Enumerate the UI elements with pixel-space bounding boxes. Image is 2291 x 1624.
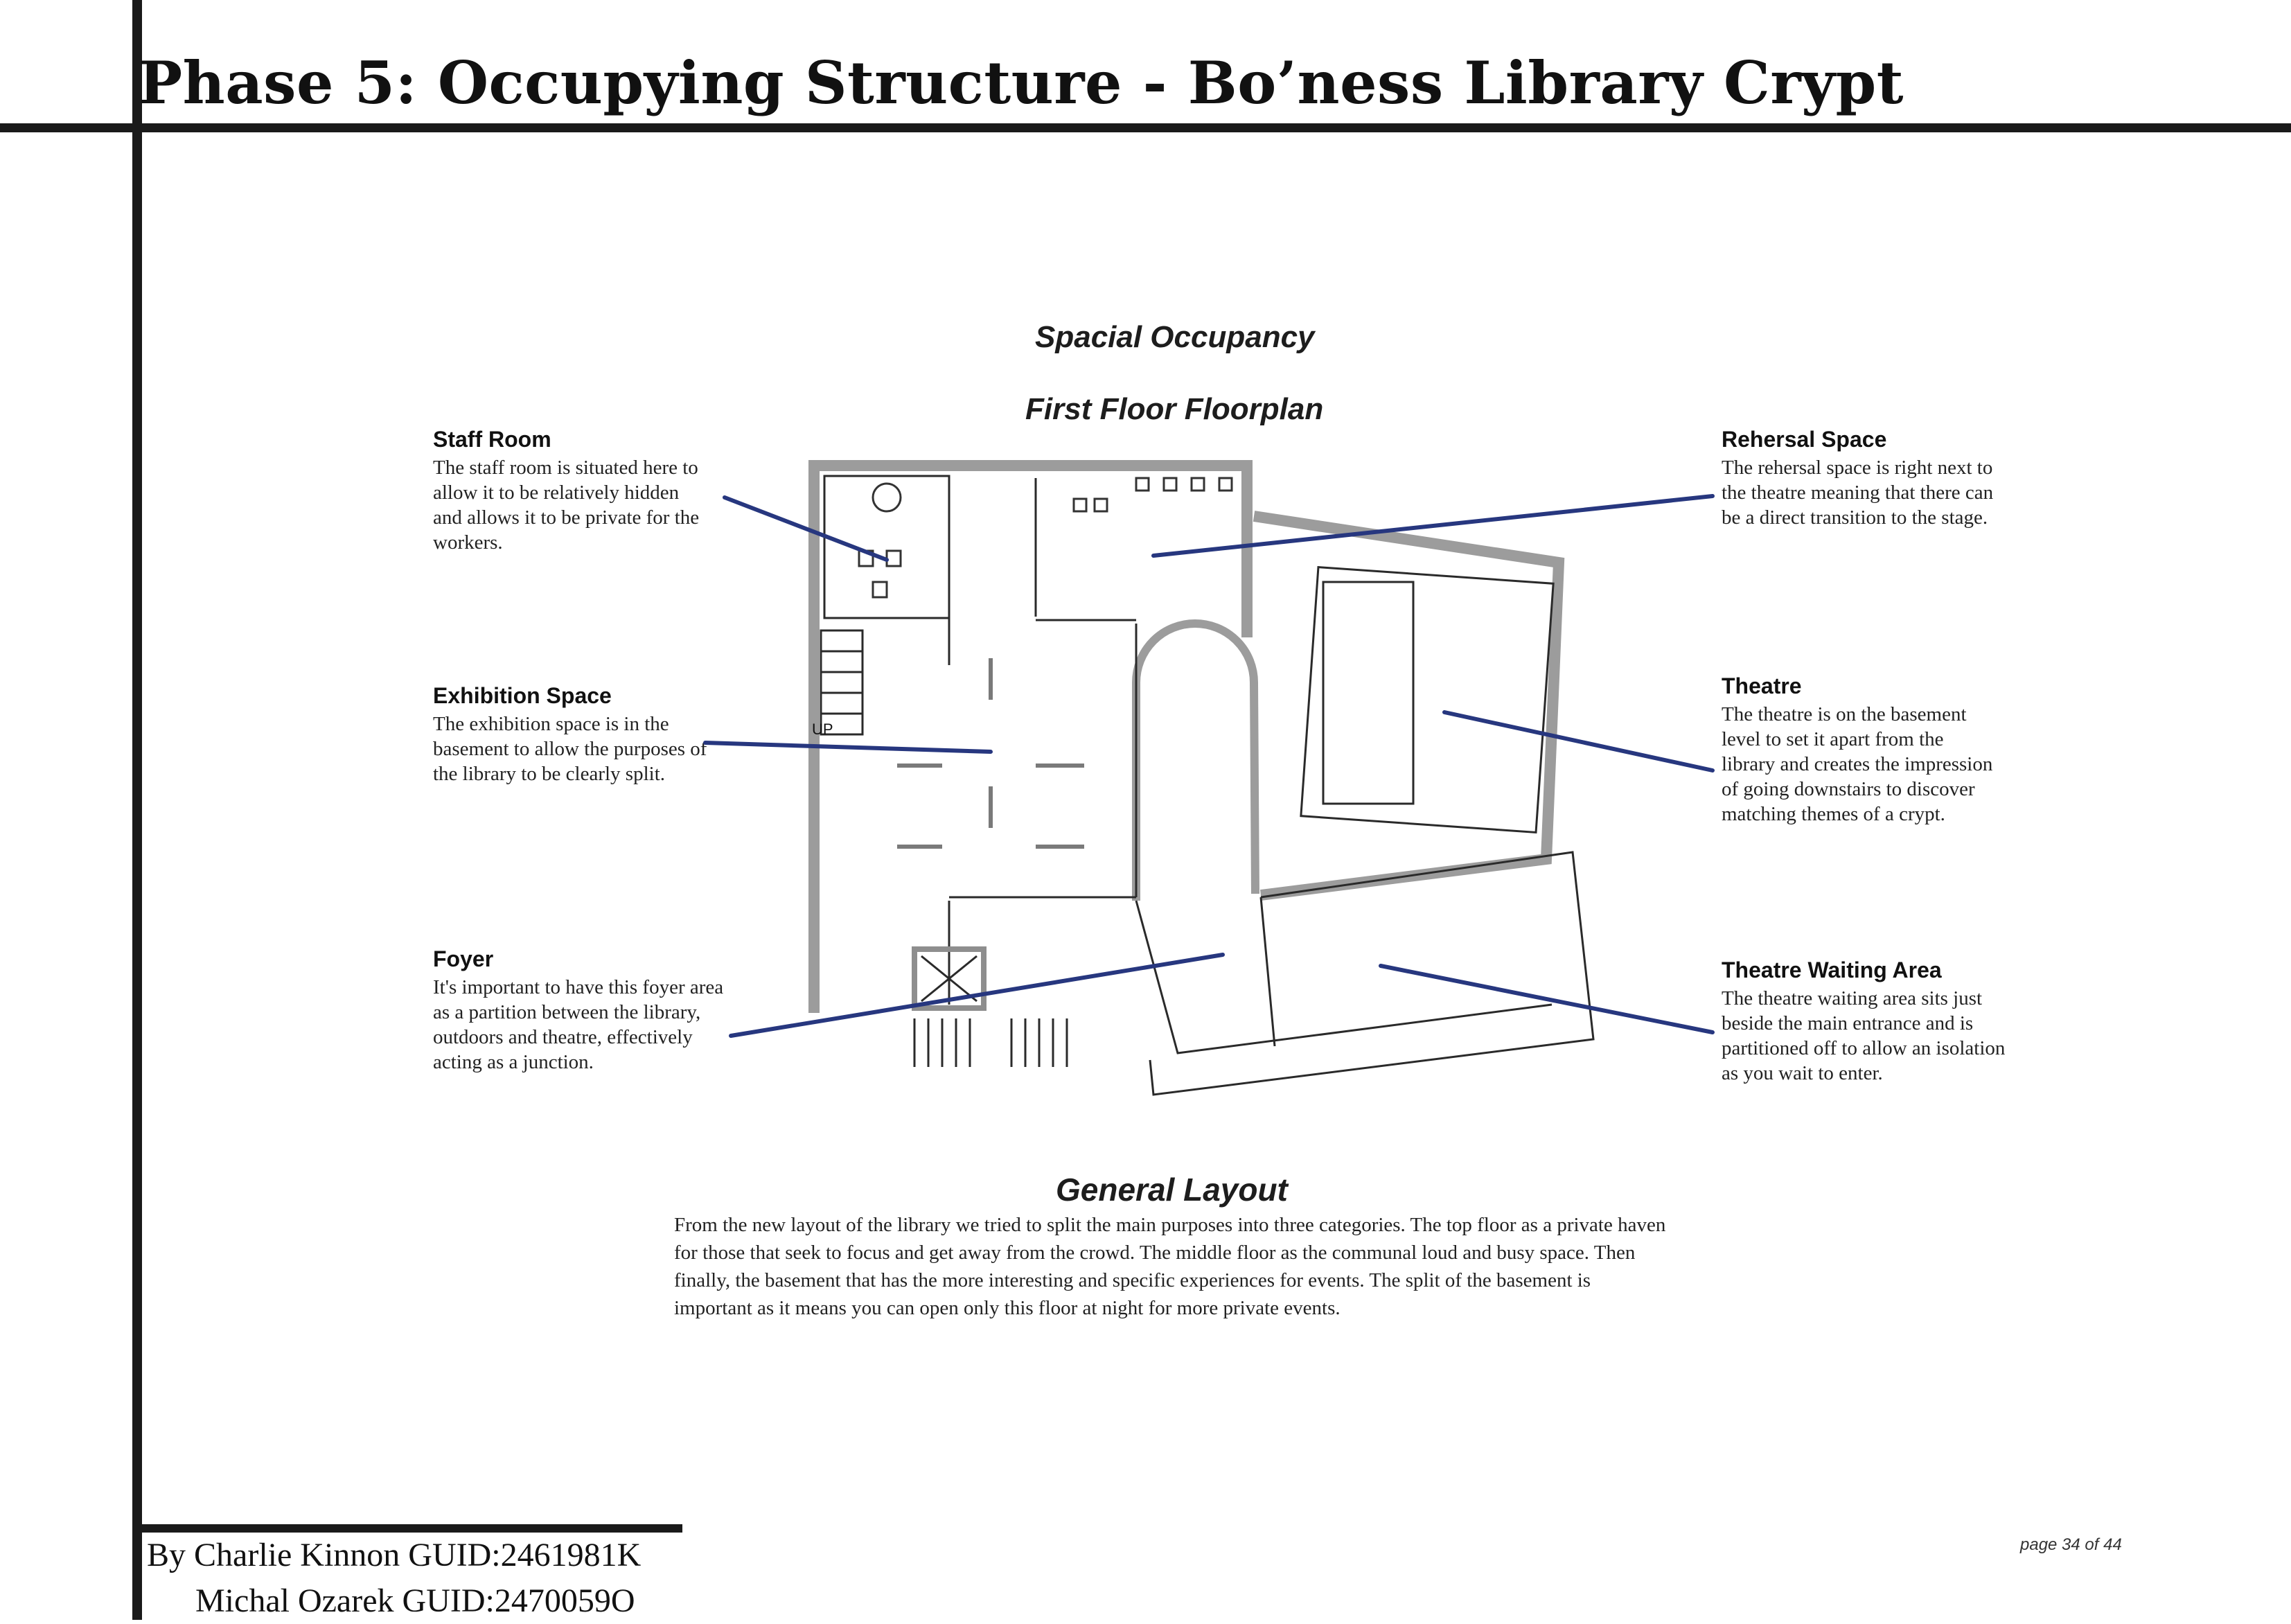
plan-walls [814,466,1559,1013]
footer-rule [132,1524,682,1533]
waiting-area-outline [1150,852,1593,1095]
waiting-partition [1261,897,1275,1046]
outer-wall-library [814,466,1247,1013]
section-title: Spacial Occupancy [1035,320,1315,354]
seat [1192,478,1204,491]
plan-label-up: UP [812,721,833,738]
callout-title: Exhibition Space [433,683,612,708]
leader-staff-room [725,497,887,560]
callout-title: Theatre [1722,673,1802,698]
callout-title: Foyer [433,946,494,971]
seat [1136,478,1149,491]
chair [887,551,901,566]
callout-text: The staff room is situated here to allow it to be relatively hidden and allows it to be private for the workers. [433,457,700,554]
leader-exhibition-space [705,743,991,752]
page-title: Phase 5: Occupying Structure - Bo’ness Library Crypt [139,48,1904,117]
seat [1095,499,1107,511]
seat [1219,478,1232,491]
leader-foyer [731,955,1223,1036]
callout-text: It's important to have this foyer area as a partition between the library, outdoors and theatre, effectively acting as a junction. [433,976,724,1073]
callout-title: Rehersal Space [1722,427,1887,452]
author-line-1: By Charlie Kinnon GUID:2461981K [147,1537,642,1573]
callout-text: The theatre is on the basement level to set it apart from the library and creates the impression of going downstairs to discover matching themes of a crypt. [1722,703,1993,825]
general-layout-text: From the new layout of the library we tried to split the main purposes into three categories. The top floor as a private haven for those that seek to focus and get away from the crowd. The middle floor as the communal loud and busy space. Then finally, the basement that has the more interesting and specific experiences for events. The split of the basement is important as it means you can open only this floor at night for more private events. [674,1214,1666,1319]
leader-waiting-area [1381,966,1713,1032]
authors [147,1533,641,1624]
staff-stair [821,630,863,734]
stair-core-wall [1136,624,1255,901]
page-number: page 34 of 44 [2020,1535,2122,1554]
seating-block [1323,582,1413,804]
author-line-2: Michal Ozarek GUID:2470059O [195,1582,635,1619]
plan-furniture [859,478,1232,597]
general-layout-heading: General Layout [1056,1172,1288,1208]
callout-title: Staff Room [433,427,551,452]
seat [1164,478,1176,491]
callout-title: Theatre Waiting Area [1722,957,1942,982]
foyer-boundary [1136,901,1552,1053]
leader-theatre [1444,712,1713,770]
seat [1074,499,1086,511]
plan-title: First Floor Floorplan [1025,392,1324,426]
callout-text: The rehersal space is right next to the theatre meaning that there can be a direct transition to the stage. [1722,457,1994,529]
theatre-stage-outline [1301,567,1553,833]
chair [873,582,887,597]
callout-text: The exhibition space is in the basement to allow the purposes of the library to be clearly split. [433,713,707,785]
callout-text: The theatre waiting area sits just beside the main entrance and is partitioned off to allow an isolation as you wait to enter. [1722,987,2006,1084]
table [873,484,901,511]
